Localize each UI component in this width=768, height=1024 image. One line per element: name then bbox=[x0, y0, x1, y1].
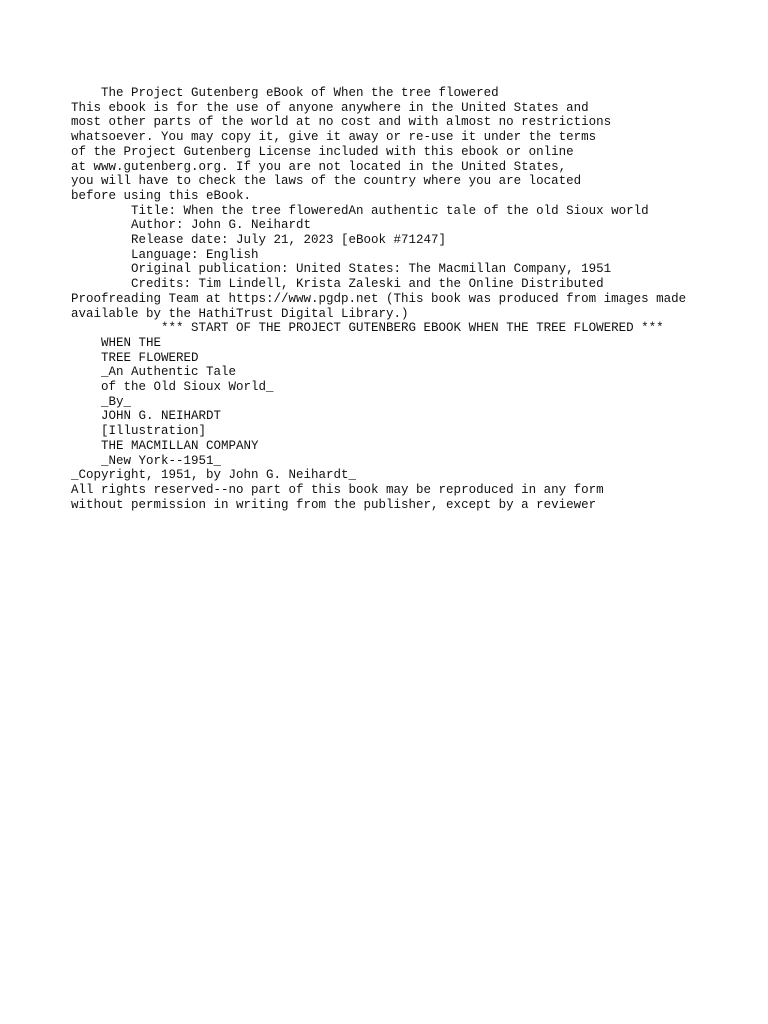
license-paragraph-line: of the Project Gutenberg License included with this ebook or online bbox=[71, 144, 574, 159]
metadata-language: Language: English bbox=[71, 247, 259, 262]
metadata-author: Author: John G. Neihardt bbox=[71, 218, 312, 233]
book-by-line: _By_ bbox=[71, 394, 132, 409]
publisher-name: THE MACMILLAN COMPANY bbox=[71, 438, 259, 453]
book-subtitle-line: of the Old Sioux World_ bbox=[71, 380, 274, 395]
book-author: JOHN G. NEIHARDT bbox=[71, 409, 222, 424]
rights-paragraph-line: without permission in writing from the publisher, except by a reviewer bbox=[71, 497, 597, 512]
license-paragraph-line: whatsoever. You may copy it, give it away or re-use it under the terms bbox=[71, 130, 597, 145]
metadata-credits-line: Proofreading Team at https://www.pgdp.net (This book was produced from images made bbox=[71, 291, 687, 306]
metadata-release-date: Release date: July 21, 2023 [eBook #71247] bbox=[71, 233, 447, 248]
copyright-line: _Copyright, 1951, by John G. Neihardt_ bbox=[71, 468, 357, 483]
metadata-credits: Credits: Tim Lindell, Krista Zaleski and the Online Distributed bbox=[71, 277, 604, 292]
license-paragraph-line: before using this eBook. bbox=[71, 188, 252, 203]
book-title-line: TREE FLOWERED bbox=[71, 350, 199, 365]
metadata-title: Title: When the tree floweredAn authentic tale of the old Sioux world bbox=[71, 203, 649, 218]
gutenberg-header-line: The Project Gutenberg eBook of When the tree flowered bbox=[71, 86, 499, 100]
license-paragraph-line: at www.gutenberg.org. If you are not located in the United States, bbox=[71, 159, 567, 174]
publisher-place-year: _New York--1951_ bbox=[71, 453, 222, 468]
license-paragraph-line: most other parts of the world at no cost and with almost no restrictions bbox=[71, 115, 612, 130]
metadata-original-publication: Original publication: United States: The Macmillan Company, 1951 bbox=[71, 262, 612, 277]
book-subtitle-line: _An Authentic Tale bbox=[71, 365, 237, 380]
ebook-start-marker: *** START OF THE PROJECT GUTENBERG EBOOK WHEN THE TREE FLOWERED *** bbox=[71, 321, 664, 336]
book-title-line: WHEN THE bbox=[71, 335, 162, 350]
rights-paragraph-line: All rights reserved--no part of this book may be reproduced in any form bbox=[71, 482, 604, 497]
license-paragraph-line: you will have to check the laws of the country where you are located bbox=[71, 174, 582, 189]
illustration-placeholder: [Illustration] bbox=[71, 424, 207, 439]
metadata-credits-line: available by the HathiTrust Digital Library.) bbox=[71, 306, 409, 321]
ebook-text-page bbox=[71, 86, 761, 512]
license-paragraph-line: This ebook is for the use of anyone anywhere in the United States and bbox=[71, 100, 589, 115]
